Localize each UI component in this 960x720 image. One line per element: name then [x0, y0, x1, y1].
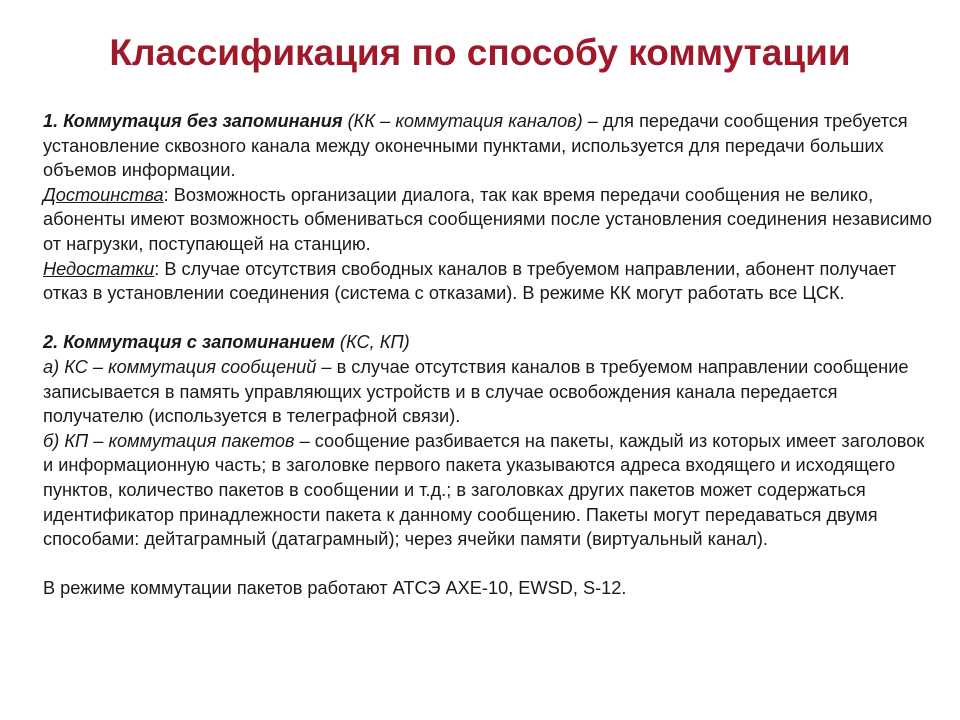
disadvantages-label: Недостатки	[43, 258, 155, 279]
slide-title: Классификация по способу коммутации	[109, 32, 851, 73]
advantages-text: : Возможность организации диалога, так как время передачи сообщения не велико, абоненты имеют возможность обмениваться сообщениями после установления соединения независимо от нагрузки, поступающей на станцию.	[43, 184, 932, 254]
advantages-label: Достоинства	[43, 184, 164, 205]
section2-heading-note: (КС, КП)	[334, 332, 410, 353]
section2-a-text: – в случае отсутствия каналов в требуемом направлении сообщение записывается в память управляющих устройств и в случае освобождения канала передается получателю (используется в телеграфной связи).	[43, 356, 909, 427]
section2-heading: 2. Коммутация с запоминанием	[43, 332, 335, 353]
section2-a-label: а) КС – коммутация сообщений	[43, 356, 317, 377]
disadvantages-text: : В случае отсутствия свободных каналов в требуемом направлении, абонент получает отказ в установлении соединения (система с отказами). В режиме КК могут работать все ЦСК.	[43, 258, 897, 304]
footer-paragraph: В режиме коммутации пакетов работают АТСЭ АХЕ-10, EWSD, S-12.	[43, 578, 627, 599]
spacer	[43, 552, 938, 577]
section1-heading-note: (КК – коммутация каналов)	[342, 111, 583, 131]
advantages-paragraph	[43, 183, 938, 257]
section1-paragraph	[43, 109, 938, 183]
slide-content	[43, 109, 938, 601]
spacer	[43, 306, 938, 331]
section2-heading-line	[43, 330, 938, 355]
section2-b-text: – сообщение разбивается на пакеты, каждый из которых имеет заголовок и информационную часть; в заголовке первого пакета указываются адреса входящего и исходящего пунктов, количество пакетов в сообщении и т.д.; в заголовках других пакетов может содержаться идентификатор принадлежности пакета к данному сообщению. Пакеты могут передаваться двумя способами: дейтаграмный (датаграмный); через ячейки памяти (виртуальный канал).	[43, 430, 925, 550]
section2-a-paragraph	[43, 355, 938, 429]
section1-text: – для передачи сообщения требуется установление сквозного канала между оконечными пунктами, используется для передачи больших объемов информации.	[43, 111, 908, 181]
section2-b-label: б) КП – коммутация пакетов	[43, 430, 295, 451]
section2-b-paragraph	[43, 429, 938, 552]
section1-heading: 1. Коммутация без запоминания	[43, 111, 343, 131]
disadvantages-paragraph	[43, 257, 938, 306]
